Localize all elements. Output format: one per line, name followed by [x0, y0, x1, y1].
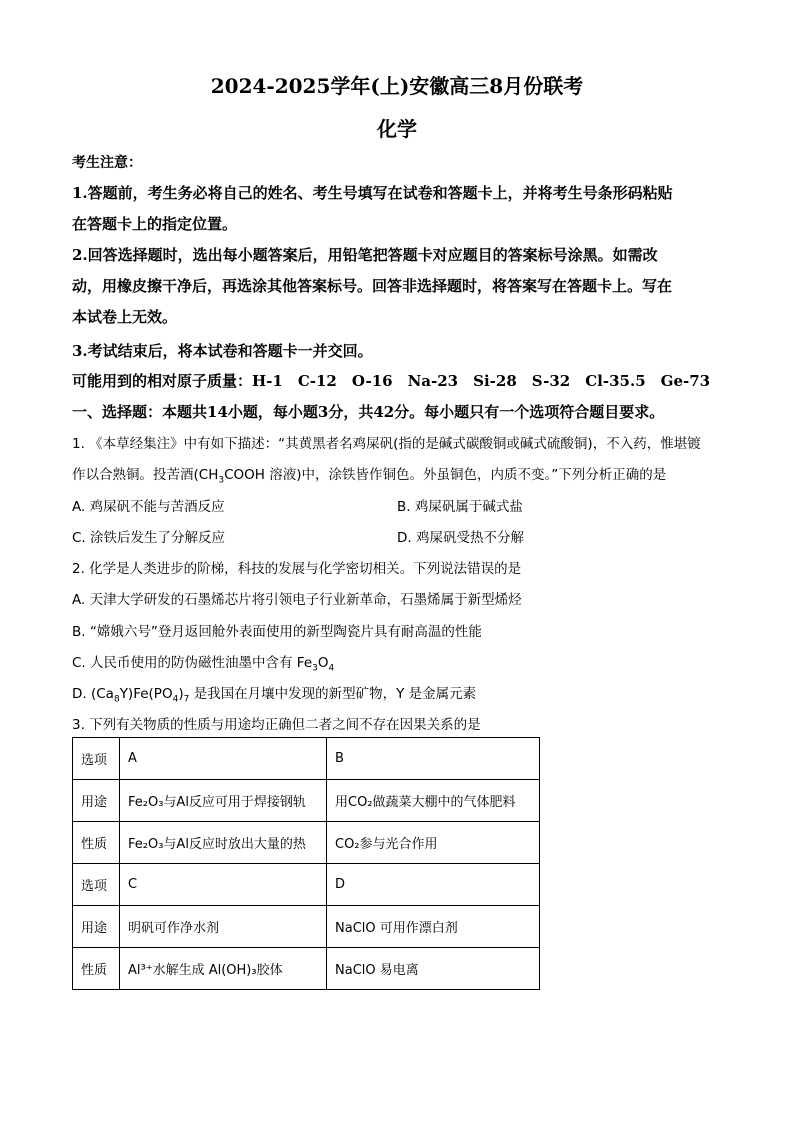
table-cell: NaClO 易电离 — [327, 948, 540, 990]
q2-option-b: B. “嫦娥六号”登月返回舱外表面使用的新型陶瓷片具有耐高温的性能 — [72, 624, 482, 640]
table-cell: Fe₂O₃与Al反应可用于焊接钢轨 — [120, 780, 327, 822]
table-cell: Fe₂O₃与Al反应时放出大量的热 — [120, 822, 327, 864]
table-cell: B — [327, 738, 540, 780]
table-cell: 选项 — [73, 864, 120, 906]
table-cell: 明矾可作净水剂 — [120, 906, 327, 948]
notice-line: 2.回答选择题时，选出每小题答案后，用铅笔把答题卡对应题目的答案标号涂黑。如需改 — [72, 246, 658, 264]
notice-line: 1.答题前，考生务必将自己的姓名、考生号填写在试卷和答题卡上，并将考生号条形码粘贴 — [72, 184, 673, 202]
q2-option-c: C. 人民币使用的防伪磁性油墨中含有 $Fe_3O_4$ — [72, 655, 335, 674]
q2-option-d: D. $(Ca_8Y)Fe(PO_4)_7$ 是我国在月壤中发现的新型矿物，Y 是金属元素 — [72, 686, 477, 705]
table-cell: 用途 — [73, 780, 120, 822]
notice-line: 3.考试结束后，将本试卷和答题卡一并交回。 — [72, 342, 373, 360]
table-cell: 性质 — [73, 822, 120, 864]
q2-option-a: A. 天津大学研发的石墨烯芯片将引领电子行业新革命，石墨烯属于新型烯烃 — [72, 592, 522, 608]
table-row — [73, 864, 540, 906]
notice-heading: 考生注意： — [72, 155, 142, 171]
table-cell: C — [120, 864, 327, 906]
table-row — [73, 948, 540, 990]
table-cell: 用CO₂做蔬菜大棚中的气体肥料 — [327, 780, 540, 822]
table-cell: 用途 — [73, 906, 120, 948]
notice-line: 本试卷上无效。 — [72, 308, 178, 326]
table-row — [73, 780, 540, 822]
table-row — [73, 822, 540, 864]
exam-title: 2024-2025学年(上)安徽高三8月份联考 — [210, 74, 584, 98]
table-cell: NaClO 可用作漂白剂 — [327, 906, 540, 948]
q1-option-c: C. 涂铁后发生了分解反应 — [72, 530, 226, 546]
q1-option-a: A. 鸡屎矾不能与苦酒反应 — [72, 499, 225, 515]
q3-stem: 3. 下列有关物质的性质与用途均正确但二者之间不存在因果关系的是 — [72, 717, 481, 733]
table-cell: 性质 — [73, 948, 120, 990]
table-cell: A — [120, 738, 327, 780]
table-row — [73, 738, 540, 780]
table-cell: CO₂参与光合作用 — [327, 822, 540, 864]
q1-option-d: D. 鸡屎矾受热不分解 — [397, 530, 524, 546]
table-row — [73, 906, 540, 948]
notice-line: 动，用橡皮擦干净后，再选涂其他答案标号。回答非选择题时，将答案写在答题卡上。写在 — [72, 277, 673, 295]
q2-stem: 2. 化学是人类进步的阶梯，科技的发展与化学密切相关。下列说法错误的是 — [72, 561, 522, 577]
notice-line: 在答题卡上的指定位置。 — [72, 215, 238, 233]
q3-table — [72, 737, 540, 990]
q1-stem-line2: 作以合熟铜。投苦酒($CH_3COOH$ 溶液)中，涂铁皆作铜色。外虽铜色，内质不变。”下列分析正确的是 — [72, 467, 667, 486]
atomic-mass-line: 可能用到的相对原子质量：H-1 C-12 O-16 Na-23 Si-28 S-32 Cl-35.5 Ge-73 — [72, 372, 711, 390]
q1-stem-line1: 1. 《本草经集注》中有如下描述：“其黄黑者名鸡屎矾(指的是碱式碳酸铜或碱式硫酸铜)，不入药，惟堪镀 — [72, 436, 701, 452]
table-cell: 选项 — [73, 738, 120, 780]
section-heading: 一、选择题：本题共14小题，每小题3分，共42分。每小题只有一个选项符合题目要求。 — [72, 403, 665, 421]
table-cell: D — [327, 864, 540, 906]
table-cell: Al³⁺水解生成 Al(OH)₃胶体 — [120, 948, 327, 990]
q1-option-b: B. 鸡屎矾属于碱式盐 — [397, 499, 523, 515]
subject-title: 化学 — [377, 117, 417, 141]
